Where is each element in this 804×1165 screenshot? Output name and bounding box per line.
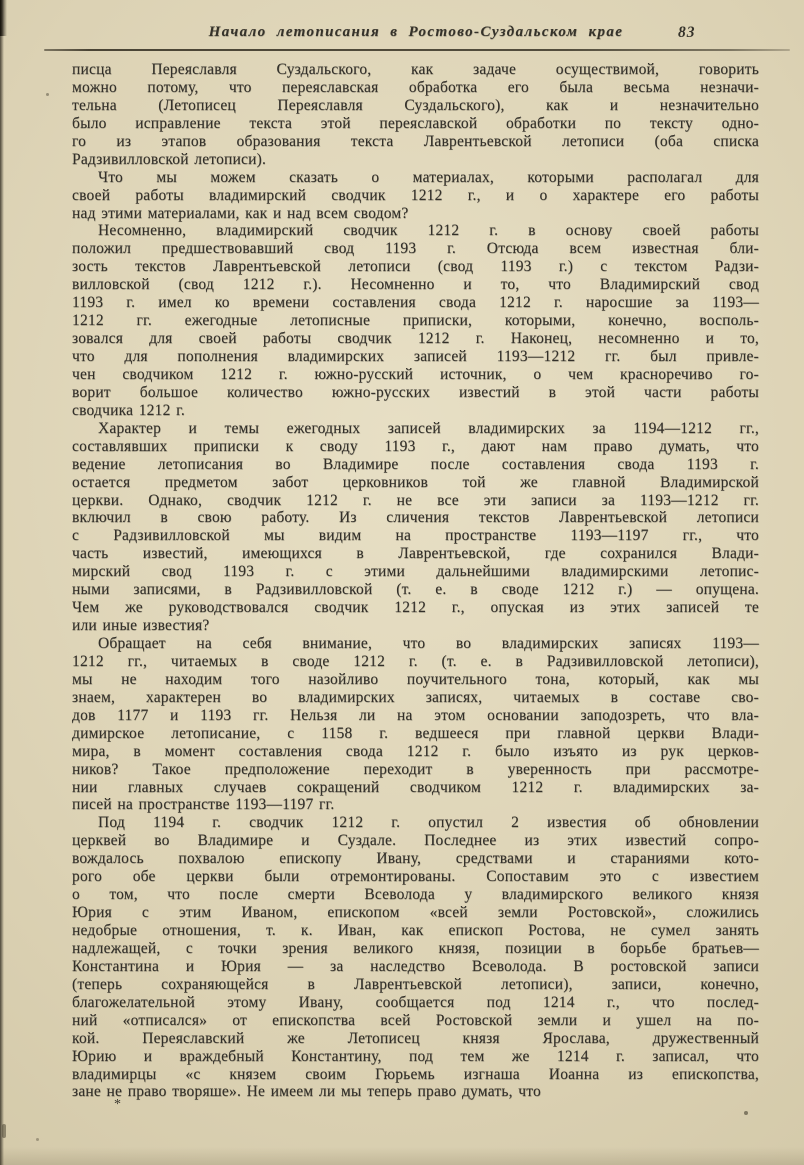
text-line: рого обе церкви были отремонтированы. Сопоставим это с известием [72, 868, 759, 886]
text-line: ворит большое количество южно-русских известий в этой части работы [72, 383, 759, 401]
text-line: составлявших приписки к своду 1193 г., дают нам право думать, что [72, 437, 759, 455]
paragraph [72, 222, 759, 419]
text-line: писца Переяславля Суздальского, как задаче осуществимой, говорить [72, 61, 759, 78]
signature-mark: * [114, 1097, 121, 1112]
text-line: церкви. Однако, сводчик 1212 г. не все эти записи за 1193—1212 гг. [72, 491, 759, 509]
text-line: что для пополнения владимирских записей 1193—1212 гг. был привле- [72, 348, 759, 365]
text-line: кой. Переяславский же Летописец князя Ярослава, дружественный [72, 1029, 759, 1047]
text-line: Под 1194 г. сводчик 1212 г. опустил 2 известия об обновлении [98, 814, 759, 832]
paragraph [72, 635, 759, 814]
text-line: чен сводчиком 1212 г. южно-русский источник, о чем красноречиво го- [72, 365, 759, 383]
text-line: 1193 г. имел ко времени составления свода 1212 г. наросшие за 1193— [72, 294, 759, 312]
text-line: Константина и Юрия — за наследство Всеволода. В ростовской записи [72, 957, 759, 975]
running-title: Начало летописания в Ростово-Суздальском крае [208, 24, 624, 40]
page-header [42, 24, 790, 44]
text-line: дов 1177 и 1193 гг. Нельзя ли на этом основании заподозреть, что вла- [72, 706, 759, 724]
text-line: ников? Такое предположение переходит в уверенность при рассмотре- [72, 760, 759, 778]
header-rule [44, 49, 790, 51]
text-line: ными записями, в Радзивилловской (т. е. в своде 1212 г.) — опущена. [72, 581, 759, 599]
text-line: о том, что после смерти Всеволода у владимирского великого князя [72, 886, 759, 904]
text-line: было исправление текста этой переяславской обработки по тексту одно- [72, 114, 759, 132]
text-line: благожелательной этому Ивану, сообщается под 1214 г., что послед- [72, 993, 759, 1011]
text-line: положил предшествовавший свод 1193 г. Отсюда всем известная бли- [72, 240, 759, 258]
text-line: Несомненно, владимирский сводчик 1212 г. в основу своей работы [98, 222, 759, 240]
paragraph [72, 420, 759, 635]
text-line: с Радзивилловской мы видим на пространстве 1193—1197 гг., что [72, 527, 759, 545]
text-line: 1212 гг. ежегодные летописные приписки, которыми, конечно, восполь- [72, 312, 759, 330]
text-line: мы не находим того назойливо поучительного тона, который, как мы [72, 670, 759, 688]
text-line: часть известий, имеющихся в Лаврентьевской, где сохранился Влади- [72, 545, 759, 563]
text-line: Что мы можем сказать о материалах, которыми располагал для [98, 168, 759, 186]
paragraph [72, 814, 759, 1101]
text-line: надлежащей, с точки зрения великого князя, позиции в борьбе братьев— [72, 939, 759, 957]
text-line: Обращает на себя внимание, что во владимирских записях 1193— [98, 635, 759, 652]
ink-speck [36, 1138, 39, 1141]
text-line: вождалось похвалою епископу Ивану, средствами и стараниями кото- [72, 850, 759, 868]
page-edge-shadow-left [0, 0, 4, 1165]
text-line: 1212 гг., читаемых в своде 1212 г. (т. е. в Радзивилловской летописи), [72, 652, 759, 670]
ink-speck [744, 1111, 748, 1115]
text-line: Юрия с этим Иваном, епископом «всей земли Ростовской», сложились [72, 904, 759, 922]
text-line: мирский свод 1193 г. с этими дальнейшими владимирскими летопис- [72, 563, 759, 581]
text-line: можно потому, что переяславская обработка его была весьма незначи- [72, 78, 759, 96]
text-line: остается предметом забот церковников той же главной Владимирской [72, 473, 759, 491]
ink-speck [46, 93, 49, 96]
text-line: церквей во Владимире и Суздале. Последнее из этих известий сопро- [72, 832, 759, 850]
text-line: над этими материалами, как и над всем сводом? [72, 204, 409, 222]
text-line: зане не право творяше». Не имеем ли мы теперь право думать, что [72, 1083, 541, 1101]
body-text [72, 61, 759, 1101]
text-line: или иные известия? [72, 617, 210, 635]
text-line: вилловской (свод 1212 г.). Несомненно и то, что Владимирский свод [72, 276, 759, 294]
text-line: включил в свою работу. Из сличения текстов Лаврентьевской летописи [72, 509, 759, 527]
paragraph [72, 169, 759, 223]
text-line: (теперь сохраняющейся в Лаврентьевской летописи), записи, конечно, [72, 975, 759, 993]
page-edge-shadow-bottom [0, 1147, 804, 1165]
text-line: Радзивилловской летописи). [72, 150, 267, 168]
page-number: 83 [678, 24, 696, 41]
text-line: владимирцы «с князем своим Гюрьемь изгнаша Иоанна из епископства, [72, 1065, 759, 1083]
text-line: мира, в момент составления свода 1212 г. было изъято из рук церков- [72, 742, 759, 760]
text-line: знаем, характерен во владимирских записях, читаемых в составе сво- [72, 688, 759, 706]
text-line: своей работы владимирский сводчик 1212 г., и о характере его работы [72, 186, 759, 204]
text-line: сводчика 1212 г. [72, 401, 185, 419]
text-line: писей на пространстве 1193—1197 гг. [72, 796, 335, 814]
text-line: Характер и темы ежегодных записей владимирских за 1194—1212 гг., [98, 419, 759, 437]
text-line: зовался для своей работы сводчик 1212 г. Наконец, несомненно и то, [72, 330, 759, 348]
text-line: димирское летописание, с 1158 г. ведшееся при главной церкви Влади- [72, 724, 759, 742]
text-line: недобрые отношения, т. к. Иван, как епископ Ростова, не сумел занять [72, 922, 759, 939]
ink-speck [2, 1124, 6, 1138]
text-line: зость текстов Лаврентьевской летописи (свод 1193 г.) с текстом Радзи- [72, 258, 759, 276]
text-line: ведение летописания во Владимире после составления свода 1193 г. [72, 455, 759, 473]
text-line: Юрию и враждебный Константину, под тем же 1214 г. записал, что [72, 1047, 759, 1065]
text-line: тельна (Летописец Переяславля Суздальского), как и незначительно [72, 96, 759, 114]
text-line: нии главных случаев сокращений сводчиком 1212 г. владимирских за- [72, 778, 759, 796]
text-line: Чем же руководствовался сводчик 1212 г., опуская из этих записей те [72, 599, 759, 617]
text-line: ний «отписался» от епископства всей Ростовской земли и ушел на по- [72, 1011, 759, 1029]
text-line: го из этапов образования текста Лаврентьевской летописи (оба списка [72, 132, 759, 150]
paragraph [72, 61, 759, 169]
